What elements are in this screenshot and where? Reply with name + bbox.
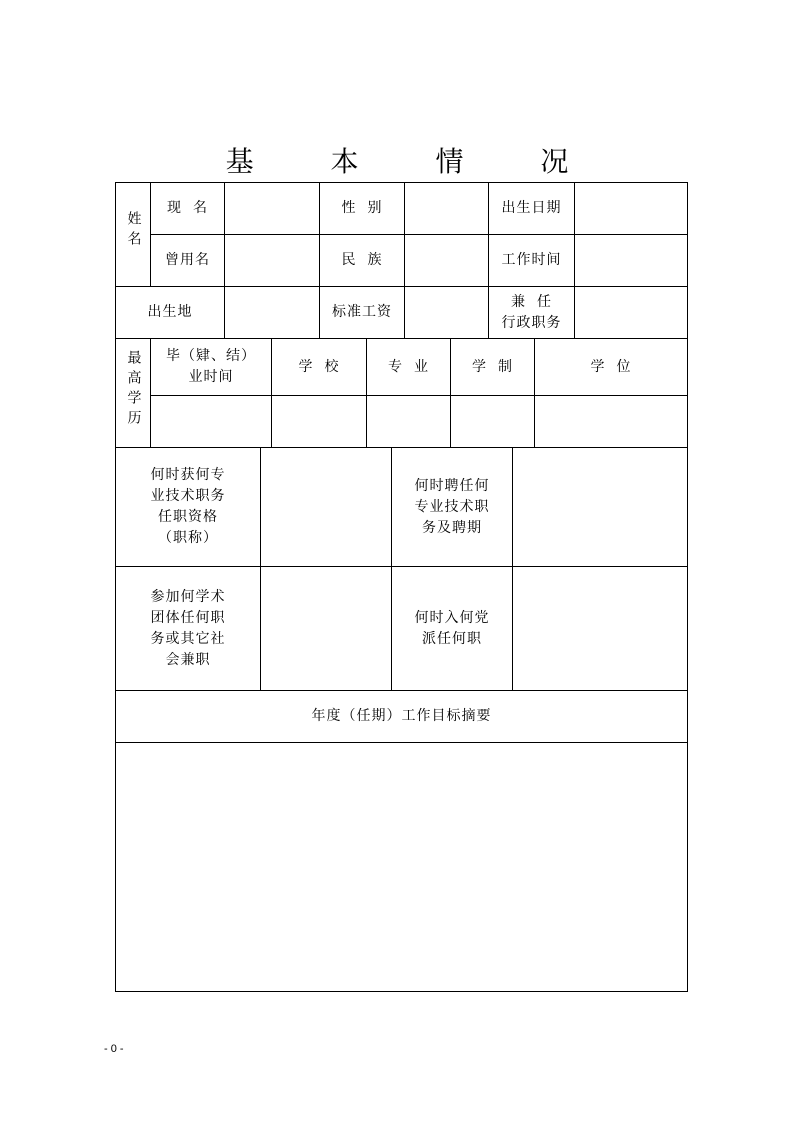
education-group-text: 最高学历 xyxy=(125,349,142,430)
school-label xyxy=(272,339,367,396)
system-text: 学 制 xyxy=(472,358,513,375)
work-start-label: 工作时间 xyxy=(489,235,575,287)
system-field[interactable] xyxy=(451,396,535,448)
gender-field[interactable] xyxy=(405,183,489,235)
major-text: 专 业 xyxy=(388,358,429,375)
page-title: 基 本 情 况 xyxy=(225,145,603,178)
title-qualification-field[interactable] xyxy=(261,448,392,567)
grad-time-field[interactable] xyxy=(151,396,272,448)
ethnicity-text: 民 族 xyxy=(341,252,383,268)
work-summary-field[interactable] xyxy=(116,743,688,992)
page-number: - 0 - xyxy=(104,1043,124,1055)
basic-info-table xyxy=(115,182,688,339)
gender-label xyxy=(320,183,405,235)
ethnicity-field[interactable] xyxy=(405,235,489,287)
degree-field[interactable] xyxy=(535,396,688,448)
current-name-field[interactable] xyxy=(225,183,320,235)
work-summary-header: 年度（任期）工作目标摘要 xyxy=(116,691,688,743)
concurrent-post-label xyxy=(489,287,575,339)
grad-time-label xyxy=(151,339,272,396)
birthplace-field[interactable] xyxy=(225,287,320,339)
current-name-label xyxy=(151,183,225,235)
system-label xyxy=(451,339,535,396)
appointment-label xyxy=(392,448,513,567)
grad-time-text: 毕（肄、结） 业时间 xyxy=(166,348,256,385)
education-table xyxy=(115,338,688,448)
former-name-label: 曾用名 xyxy=(151,235,225,287)
title-qualification-label xyxy=(116,448,261,567)
academic-role-label xyxy=(116,567,261,691)
education-group-label xyxy=(116,339,151,448)
major-label xyxy=(367,339,451,396)
school-text: 学 校 xyxy=(298,358,340,375)
standard-salary-label: 标准工资 xyxy=(320,287,405,339)
work-start-field[interactable] xyxy=(575,235,688,287)
standard-salary-field[interactable] xyxy=(405,287,489,339)
academic-role-text: 参加何学术 团体任何职 务或其它社 会兼职 xyxy=(150,588,226,668)
major-field[interactable] xyxy=(367,396,451,448)
birthplace-label: 出生地 xyxy=(116,287,225,339)
appointment-text: 何时聘任何 专业技术职 务及聘期 xyxy=(414,477,490,536)
degree-label xyxy=(535,339,688,396)
current-name-text: 现 名 xyxy=(167,200,208,216)
ethnicity-label xyxy=(320,235,405,287)
school-field[interactable] xyxy=(272,396,367,448)
appointment-field[interactable] xyxy=(513,448,688,567)
birth-date-label: 出生日期 xyxy=(489,183,575,235)
academic-role-field[interactable] xyxy=(261,567,392,691)
former-name-field[interactable] xyxy=(225,235,320,287)
title-qualification-text: 何时获何专 业技术职务 任职资格 （职称） xyxy=(150,467,226,546)
degree-text: 学 位 xyxy=(590,358,632,375)
party-text: 何时入何党 派任何职 xyxy=(414,609,490,647)
gender-text: 性 别 xyxy=(341,200,383,216)
party-field[interactable] xyxy=(513,567,688,691)
party-label xyxy=(392,567,513,691)
concurrent-post-line1: 兼 任 xyxy=(511,293,552,310)
concurrent-post-line2: 行政职务 xyxy=(501,314,562,331)
name-group-label xyxy=(116,183,151,287)
birth-date-field[interactable] xyxy=(575,183,688,235)
concurrent-post-field[interactable] xyxy=(575,287,688,339)
name-group-text: 姓名 xyxy=(125,211,142,251)
qualifications-table xyxy=(115,447,688,992)
